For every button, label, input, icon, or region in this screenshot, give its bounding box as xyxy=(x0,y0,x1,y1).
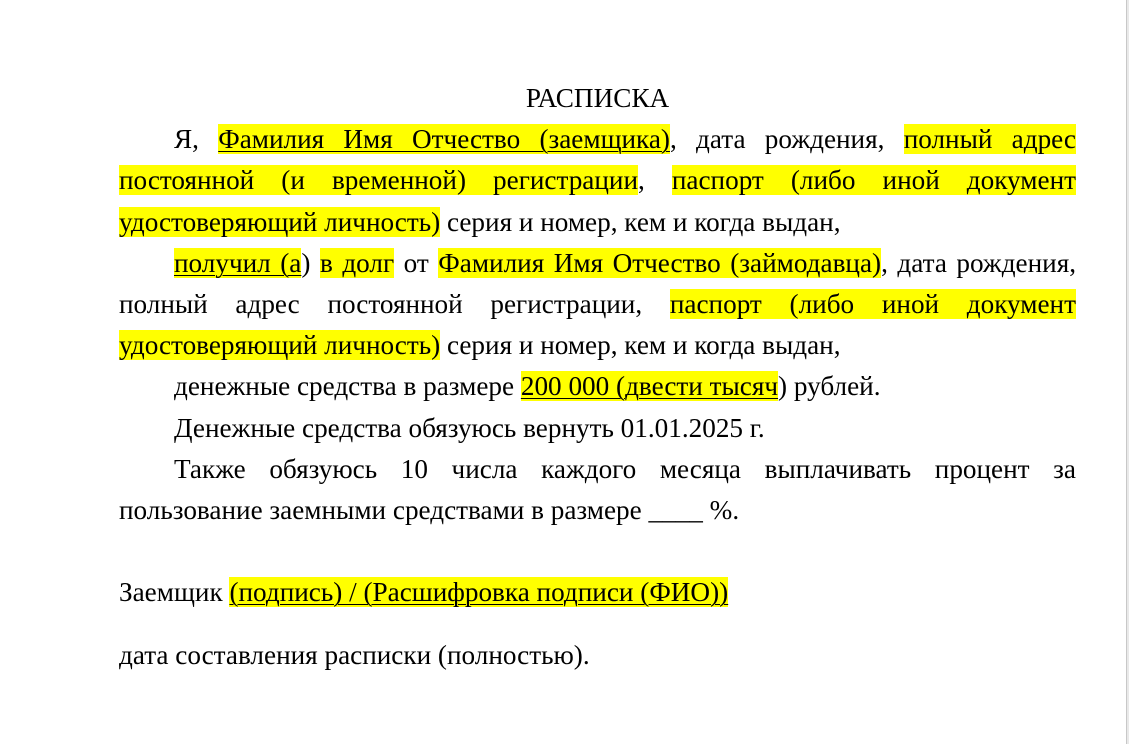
text-run: , xyxy=(638,165,672,196)
paragraph-amount xyxy=(119,366,1076,407)
text-run: Я, xyxy=(174,124,219,155)
highlight-borrower-passport: паспорт (либо иной документ удостоверяющий личность) xyxy=(119,165,1076,237)
highlight-loan: в долг xyxy=(319,247,395,278)
highlight-signature: (подпись) / (Расшифровка подписи (ФИО)) xyxy=(229,577,729,608)
text-run: , дата рождения, xyxy=(669,124,904,155)
signature-line xyxy=(119,572,1076,613)
highlight-amount-number: 200 000 ( xyxy=(520,371,626,402)
paragraph-borrower xyxy=(119,119,1076,243)
date-line: дата составления расписки (полностью). xyxy=(119,639,590,670)
document-title: РАСПИСКА xyxy=(525,83,670,113)
highlight-amount-words: двести тысяч xyxy=(625,371,779,402)
text-run: серия и номер, кем и когда выдан, xyxy=(440,330,841,361)
text-run: денежные средства в размере xyxy=(174,371,521,402)
blank-line xyxy=(119,614,1076,635)
text-run: ) рублей. xyxy=(778,371,881,402)
highlight-received: получил (а xyxy=(174,247,302,278)
highlight-lender-name: Фамилия Имя Отчество (займодавца) xyxy=(438,247,882,278)
paragraph-interest: Также обязуюсь 10 числа каждого месяца выплачивать процент за пользование заемными средствами в размере ____ %. xyxy=(119,453,1076,526)
paragraph-lender xyxy=(119,243,1076,367)
text-run: от xyxy=(394,247,439,278)
signature-label: Заемщик xyxy=(119,577,230,608)
text-run: , дата рождения, полный адрес постоянной регистрации, xyxy=(119,247,1077,319)
document-body xyxy=(119,78,1076,676)
blank-line xyxy=(119,531,1076,572)
text-run: серия и номер, кем и когда выдан, xyxy=(440,206,841,237)
highlight-borrower-name: Фамилия Имя Отчество (заемщика) xyxy=(218,124,670,155)
highlight-borrower-address: полный адрес постоянной (и временной) регистрации xyxy=(119,124,1076,196)
text-run: ) xyxy=(301,247,320,278)
highlight-lender-passport: паспорт (либо иной документ удостоверяющий личность) xyxy=(119,289,1076,361)
paragraph-return-date: Денежные средства обязуюсь вернуть 01.01.2025 г. xyxy=(174,412,765,443)
